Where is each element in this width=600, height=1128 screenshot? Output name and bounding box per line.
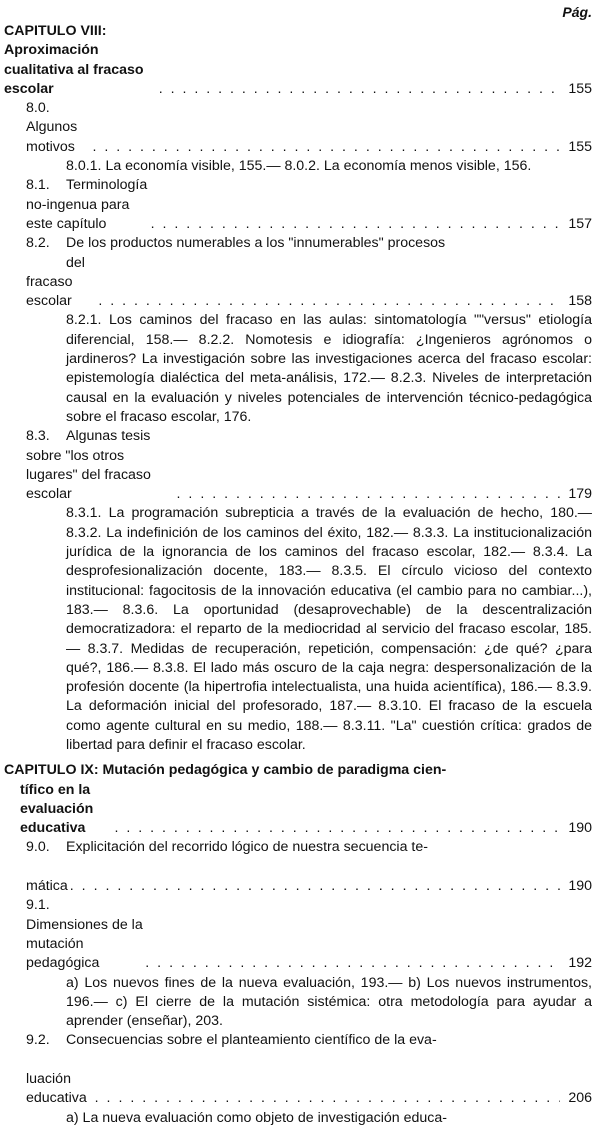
section-title-continued: mática — [26, 878, 68, 895]
toc-section-9-0-line2[interactable] — [0, 858, 600, 897]
page-number: 190 — [568, 820, 592, 837]
section-number: 8.3. — [26, 428, 50, 445]
toc-section-8-3[interactable] — [0, 427, 600, 504]
subsection-list: 8.0.1. La economía visible, 155.— 8.0.2. La economía menos visible, 156. — [66, 158, 532, 175]
toc-section-8-2-line1[interactable] — [0, 234, 600, 253]
toc-section-9-2-line2[interactable] — [0, 1051, 600, 1109]
leader-dots — [149, 215, 560, 234]
section-title: Explicitación del recorrido lógico de nuestra secuencia te- — [66, 839, 428, 856]
toc-chapter-9-line1[interactable] — [0, 761, 600, 780]
section-number: 8.0. — [26, 100, 50, 117]
toc-section-9-2-line1[interactable] — [0, 1031, 600, 1050]
section-title: Dimensiones de la mutación pedagógica — [26, 916, 143, 972]
toc-section-9-1[interactable] — [0, 896, 600, 973]
section-number: 8.1. — [26, 177, 50, 194]
chapter-title: CAPITULO VIII: Aproximación cualitativa al fracaso escolar — [4, 23, 144, 97]
section-title: Algunas tesis sobre "los otros lugares" del fracaso escolar — [26, 428, 151, 503]
section-number: 8.2. — [26, 235, 50, 252]
toc-chapter-8[interactable] — [0, 22, 600, 99]
leader-dots — [96, 292, 560, 311]
toc-entries — [0, 22, 600, 1128]
section-title: Algunos motivos — [26, 119, 78, 155]
leader-dots — [93, 1089, 560, 1108]
leader-dots — [143, 954, 560, 973]
page-number: 192 — [568, 955, 592, 972]
section-title-continued: luación educativa — [26, 1071, 87, 1107]
subsection-list: 8.3.1. La programación subrepticia a través de la evaluación de hecho, 180.— 8.3.2. La indefinición de los caminos del éxito, 182.— 8.3.3. La institucionalización jurídica de la ignorancia de los caminos del fracaso escolar, 182.— 8.3.4. La desprofesionalización docente, 183.— 8.3.5. El círculo vicioso del contexto institucional: fagocitosis de la innovación educativa (el cambio para no cambiar...), 183.— 8.3.6. La oportunidad (desaprovechable) de la descentralización democratizadora: el reparto de la mediocridad al servicio del fracaso escolar, 185.— 8.3.7. Medidas de recuperación, repetición, compensación: ¿de qué? ¿para qué?, 186.— 8.3.8. El lado más oscuro de la caja negra: despersonalización de la profesión docente (la hipertrofia intelectualista, una huida acientífica), 186.— 8.3.9. La deformación inicial del profesorado, 187.— 8.3.10. El fracaso de la escuela como agente cultural en su medio, 188.— 8.3.11. "La" cuestión crítica: grados de libertad para definir el fracaso escolar. — [66, 505, 592, 753]
page-number: 157 — [568, 215, 592, 232]
toc-section-8-2-line2[interactable] — [0, 254, 600, 312]
subsection-list: 8.2.1. Los caminos del fracaso en las aulas: sintomatología ""versus" etiología diferencial, 158.— 8.2.2. Nomotesis e idiografía: ¿Ingenieros agrónomos o jardineros? La investigación sobre las investigaciones acerca del fracaso escolar: epistemología dialéctica del meta-análisis, 172.— 8.2.3. Niveles de interpretación causal en la evaluación y niveles potenciales de intervención técnico-pedagógica sobre el fracaso escolar, 176. — [66, 312, 592, 425]
section-title: Terminología no-ingenua para este capítulo — [26, 177, 148, 232]
subsection-list: a) Los nuevos fines de la nueva evaluación, 193.— b) Los nuevos instrumentos, 196.— c) El cierre de la mutación sistémica: otra metodología para ayudar a aprender (enseñar), 203. — [66, 974, 592, 1030]
leader-dots — [112, 819, 560, 838]
toc-section-8-0[interactable] — [0, 99, 600, 157]
section-title: De los productos numerables a los "innumerables" procesos — [66, 235, 446, 252]
page-number: 155 — [568, 138, 592, 155]
page-number: 155 — [568, 80, 592, 97]
page-number: 190 — [568, 878, 592, 895]
leader-dots — [175, 485, 560, 504]
leader-dots — [157, 80, 560, 99]
page-number: 158 — [568, 293, 592, 310]
subsection-list: a) La nueva evaluación como objeto de investigación educa- — [66, 1109, 447, 1126]
page-column-header: Pág. — [562, 4, 592, 20]
chapter-title-continued: tífico en la evaluación educativa — [20, 781, 94, 837]
toc-chapter-9-line2[interactable] — [0, 781, 600, 839]
toc-section-9-0-line1[interactable] — [0, 838, 600, 857]
leader-dots — [68, 877, 560, 896]
section-number: 9.1. — [26, 897, 50, 914]
chapter-title: CAPITULO IX: Mutación pedagógica y cambio de paradigma cien- — [4, 762, 447, 779]
page-number: 179 — [568, 486, 592, 503]
page-number: 206 — [568, 1090, 592, 1107]
leader-dots — [91, 138, 561, 157]
toc-section-8-1[interactable] — [0, 176, 600, 234]
section-title-continued: del fracaso escolar — [26, 254, 85, 310]
section-number: 9.0. — [26, 839, 50, 856]
section-title: Consecuencias sobre el planteamiento científico de la eva- — [66, 1032, 437, 1049]
section-number: 9.2. — [26, 1032, 50, 1049]
